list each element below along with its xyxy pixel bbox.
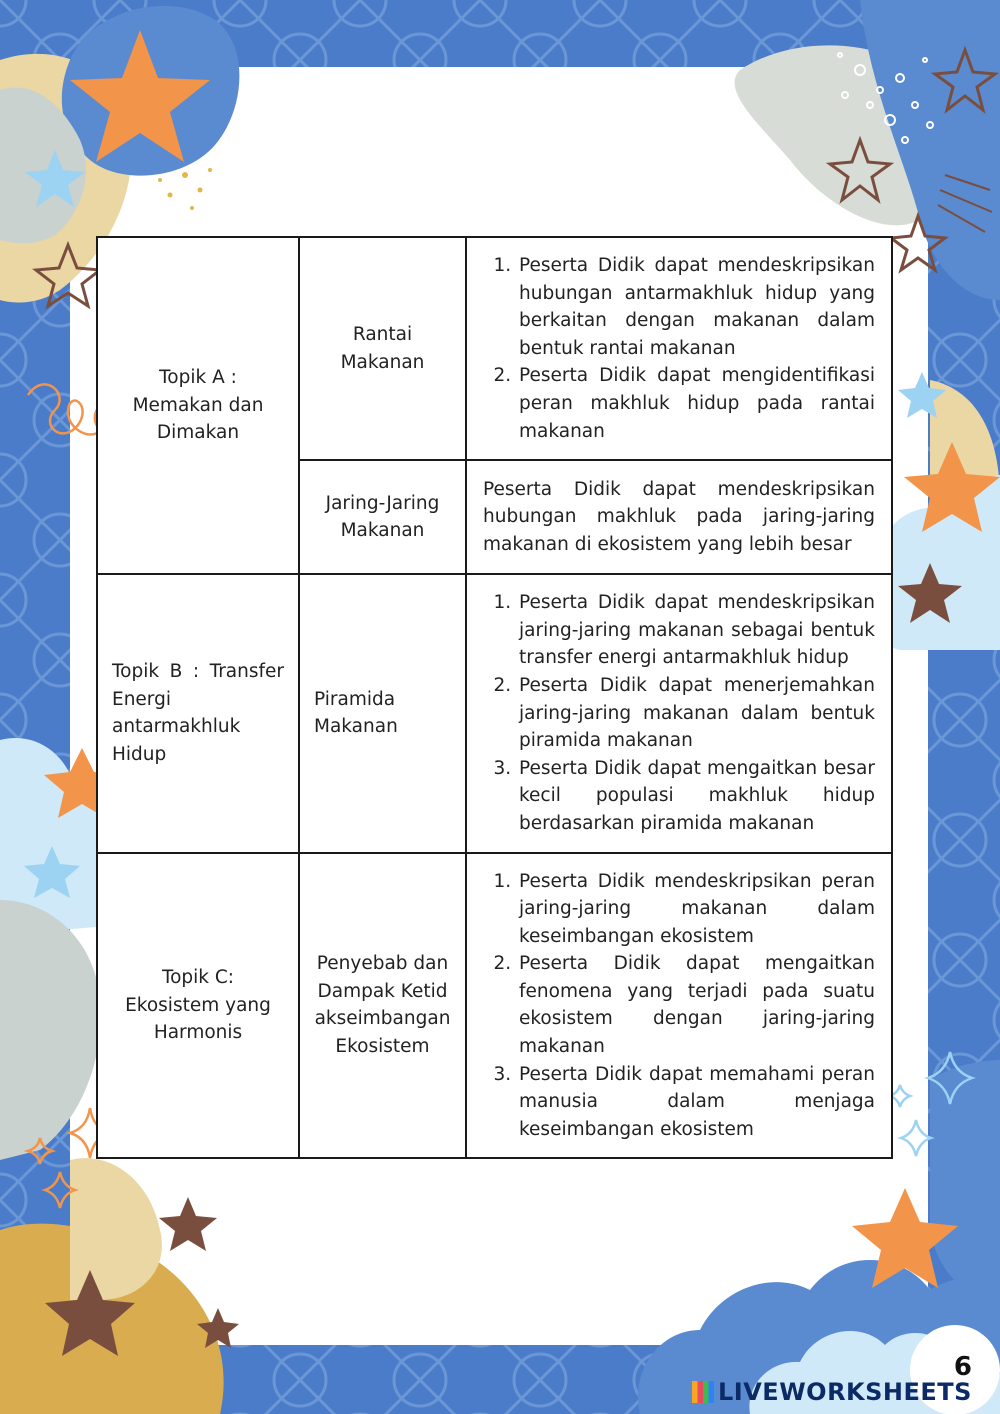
goals-list — [483, 868, 875, 1144]
goals-cell — [466, 237, 892, 460]
topic-label: Topik B : Transfer Energi antarmakhluk Hidup — [112, 661, 284, 765]
topic-cell: Topik A : Memakan dan Dimakan — [97, 237, 299, 574]
subtopic-cell: Piramida Makanan — [299, 574, 466, 852]
list-item: 1. Peserta Didik dapat mendeskripsikan hubungan antarmakhluk hidup yang berkaitan dengan makanan dalam bentuk rantai makanan — [517, 252, 875, 362]
table-row — [97, 574, 892, 852]
goals-list — [483, 252, 875, 445]
goals-cell: Peserta Didik dapat mendeskripsikan hubungan makhluk pada jaring-jaring makanan di ekosistem yang lebih besar — [466, 460, 892, 574]
brand-label: LIVEWORKSHEETS — [718, 1378, 972, 1406]
subtopic-label: Penyebab dan Dampak Ketidakseimbangan Ekosistem — [314, 953, 451, 1058]
list-item: 3. Peserta Didik dapat memahami peran manusia dalam menjaga keseimbangan ekosistem — [517, 1061, 875, 1144]
list-item: 3. Peserta Didik dapat mengaitkan besar kecil populasi makhluk hidup berdasarkan piramida makanan — [517, 755, 875, 838]
list-item: 2. Peserta Didik dapat menerjemahkan jaring-jaring makanan dalam bentuk piramida makanan — [517, 672, 875, 755]
goals-cell — [466, 574, 892, 852]
goals-list — [483, 589, 875, 837]
list-item: 2. Peserta Didik dapat mengidentifikasi peran makhluk hidup pada rantai makanan — [517, 362, 875, 445]
page-number: 6 — [953, 1352, 972, 1382]
subtopic-cell: Rantai Makanan — [299, 237, 466, 460]
list-item: 1. Peserta Didik mendeskripsikan peran jaring-jaring makanan dalam keseimbangan ekosistem — [517, 868, 875, 951]
list-item: 2. Peserta Didik dapat mengaitkan fenomena yang terjadi pada suatu ekosistem dengan jaring-jaring makanan — [517, 950, 875, 1060]
goals-cell — [466, 853, 892, 1159]
subtopic-label: Jaring-Jaring Makanan — [325, 492, 440, 542]
topic-cell — [97, 574, 299, 852]
list-item: 1. Peserta Didik dapat mendeskripsikan jaring-jaring makanan sebagai bentuk transfer energi antarmakhluk hidup — [517, 589, 875, 672]
learning-objectives-table — [96, 236, 893, 1159]
topic-cell: Topik C: Ekosistem yang Harmonis — [97, 853, 299, 1159]
brand-logo[interactable] — [692, 1378, 972, 1406]
table-row — [97, 853, 892, 1159]
subtopic-cell — [299, 460, 466, 574]
subtopic-cell — [299, 853, 466, 1159]
table-row — [97, 237, 892, 460]
liveworksheets-logo-icon — [692, 1381, 714, 1403]
